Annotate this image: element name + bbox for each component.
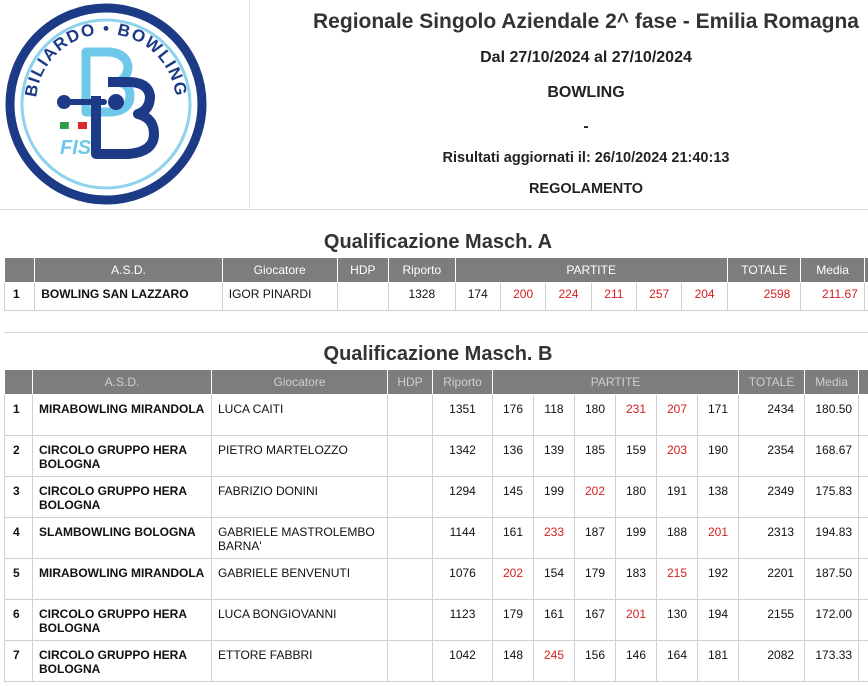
extra-cell [859, 641, 868, 682]
game-score-cell: 245 [534, 641, 575, 682]
average-cell: 172.00 [805, 600, 859, 641]
game-score-cell: 130 [657, 600, 698, 641]
game-score-cell: 224 [546, 283, 591, 311]
average-cell: 168.67 [805, 436, 859, 477]
hdp-cell [388, 600, 433, 641]
asd-cell: CIRCOLO GRUPPO HERA BOLOGNA [33, 641, 212, 682]
position-cell: 5 [5, 559, 33, 600]
average-cell: 175.83 [805, 477, 859, 518]
average-cell: 173.33 [805, 641, 859, 682]
asd-cell: BOWLING SAN LAZZARO [35, 283, 223, 311]
game-score-cell: 174 [455, 283, 500, 311]
game-score-cell: 167 [575, 600, 616, 641]
player-cell: GABRIELE MASTROLEMBO BARNA' [212, 518, 388, 559]
total-cell: 2155 [739, 600, 805, 641]
asd-cell: MIRABOWLING MIRANDOLA [33, 395, 212, 436]
extra-cell [859, 600, 868, 641]
hdp-cell [388, 477, 433, 518]
col-extra [859, 370, 868, 395]
carry-cell: 1351 [433, 395, 493, 436]
section-qualification-a [4, 221, 868, 311]
game-score-cell: 199 [534, 477, 575, 518]
asd-cell: SLAMBOWLING BOLOGNA [33, 518, 212, 559]
asd-cell: CIRCOLO GRUPPO HERA BOLOGNA [33, 477, 212, 518]
extra-cell [859, 395, 868, 436]
col-total: TOTALE [727, 258, 801, 283]
position-cell: 6 [5, 600, 33, 641]
game-score-cell: 180 [616, 477, 657, 518]
player-cell: LUCA CAITI [212, 395, 388, 436]
table-row [5, 518, 868, 559]
game-score-cell: 156 [575, 641, 616, 682]
player-cell: LUCA BONGIOVANNI [212, 600, 388, 641]
table-header-row [5, 370, 868, 395]
total-cell: 2354 [739, 436, 805, 477]
game-score-cell: 199 [616, 518, 657, 559]
extra-cell [859, 436, 868, 477]
player-cell: ETTORE FABBRI [212, 641, 388, 682]
game-score-cell: 145 [493, 477, 534, 518]
game-score-cell: 136 [493, 436, 534, 477]
carry-cell: 1042 [433, 641, 493, 682]
section-title: Qualificazione Masch. A [323, 231, 553, 253]
game-score-cell: 194 [698, 600, 739, 641]
extra-cell [859, 518, 868, 559]
position-cell: 2 [5, 436, 33, 477]
game-score-cell: 183 [616, 559, 657, 600]
table-row [5, 283, 868, 311]
subtitle-dash: - [583, 118, 589, 135]
player-cell: GABRIELE BENVENUTI [212, 559, 388, 600]
position-cell: 3 [5, 477, 33, 518]
average-cell: 180.50 [805, 395, 859, 436]
hdp-cell [388, 436, 433, 477]
game-score-cell: 161 [493, 518, 534, 559]
col-carry: Riporto [389, 258, 456, 283]
table-row [5, 436, 868, 477]
total-cell: 2201 [739, 559, 805, 600]
asd-cell: CIRCOLO GRUPPO HERA BOLOGNA [33, 600, 212, 641]
position-cell: 1 [5, 283, 35, 311]
game-score-cell: 179 [575, 559, 616, 600]
col-carry: Riporto [433, 370, 493, 395]
game-score-cell: 233 [534, 518, 575, 559]
col-asd: A.S.D. [33, 370, 212, 395]
total-cell: 2313 [739, 518, 805, 559]
average-cell: 211.67 [801, 283, 865, 311]
table-row [5, 641, 868, 682]
hdp-cell [388, 641, 433, 682]
game-score-cell: 231 [616, 395, 657, 436]
page-header [0, 0, 868, 210]
total-cell: 2598 [727, 283, 801, 311]
game-score-cell: 176 [493, 395, 534, 436]
game-score-cell: 171 [698, 395, 739, 436]
svg-text:BILIARDO • BOWLING: BILIARDO • BOWLING [21, 18, 191, 99]
position-cell: 7 [5, 641, 33, 682]
asd-cell: MIRABOWLING MIRANDOLA [33, 559, 212, 600]
game-score-cell: 207 [657, 395, 698, 436]
col-position [5, 258, 35, 283]
col-extra [864, 258, 868, 283]
rules-link[interactable]: REGOLAMENTO [528, 181, 644, 197]
table-header-row [5, 258, 868, 283]
sport-label: BOWLING [547, 84, 625, 101]
game-score-cell: 204 [682, 283, 727, 311]
table-row [5, 477, 868, 518]
game-score-cell: 187 [575, 518, 616, 559]
section-qualification-b [4, 332, 868, 682]
col-player: Giocatore [212, 370, 388, 395]
hdp-cell [388, 518, 433, 559]
game-score-cell: 201 [616, 600, 657, 641]
total-cell: 2349 [739, 477, 805, 518]
extra-cell [864, 283, 868, 311]
col-games: PARTITE [493, 370, 739, 395]
average-cell: 194.83 [805, 518, 859, 559]
table-row [5, 559, 868, 600]
col-games: PARTITE [455, 258, 727, 283]
last-updated: Risultati aggiornati il: 26/10/2024 21:40:13 [442, 150, 730, 166]
carry-cell: 1342 [433, 436, 493, 477]
carry-cell: 1123 [433, 600, 493, 641]
game-score-cell: 202 [575, 477, 616, 518]
col-total: TOTALE [739, 370, 805, 395]
col-player: Giocatore [222, 258, 337, 283]
game-score-cell: 215 [657, 559, 698, 600]
extra-cell [859, 559, 868, 600]
col-asd: A.S.D. [35, 258, 223, 283]
hdp-cell [337, 283, 388, 311]
carry-cell: 1294 [433, 477, 493, 518]
col-avg: Media [801, 258, 865, 283]
hdp-cell [388, 395, 433, 436]
game-score-cell: 201 [698, 518, 739, 559]
game-score-cell: 179 [493, 600, 534, 641]
game-score-cell: 211 [591, 283, 636, 311]
game-score-cell: 138 [698, 477, 739, 518]
col-position [5, 370, 33, 395]
col-avg: Media [805, 370, 859, 395]
game-score-cell: 185 [575, 436, 616, 477]
position-cell: 4 [5, 518, 33, 559]
fis-biliardo-bowling-logo [4, 2, 208, 206]
game-score-cell: 180 [575, 395, 616, 436]
col-hdp: HDP [337, 258, 388, 283]
asd-cell: CIRCOLO GRUPPO HERA BOLOGNA [33, 436, 212, 477]
game-score-cell: 200 [500, 283, 545, 311]
game-score-cell: 181 [698, 641, 739, 682]
game-score-cell: 203 [657, 436, 698, 477]
game-score-cell: 161 [534, 600, 575, 641]
game-score-cell: 188 [657, 518, 698, 559]
total-cell: 2434 [739, 395, 805, 436]
total-cell: 2082 [739, 641, 805, 682]
extra-cell [859, 477, 868, 518]
carry-cell: 1328 [389, 283, 456, 311]
game-score-cell: 154 [534, 559, 575, 600]
game-score-cell: 191 [657, 477, 698, 518]
results-table-b [4, 369, 868, 682]
position-cell: 1 [5, 395, 33, 436]
table-row [5, 600, 868, 641]
svg-text:FIS: FIS [60, 137, 92, 159]
player-cell: IGOR PINARDI [222, 283, 337, 311]
game-score-cell: 148 [493, 641, 534, 682]
section-title: Qualificazione Masch. B [323, 343, 553, 365]
carry-cell: 1076 [433, 559, 493, 600]
table-row [5, 395, 868, 436]
player-cell: FABRIZIO DONINI [212, 477, 388, 518]
game-score-cell: 190 [698, 436, 739, 477]
game-score-cell: 192 [698, 559, 739, 600]
hdp-cell [388, 559, 433, 600]
game-score-cell: 164 [657, 641, 698, 682]
game-score-cell: 202 [493, 559, 534, 600]
game-score-cell: 159 [616, 436, 657, 477]
game-score-cell: 257 [637, 283, 682, 311]
game-score-cell: 118 [534, 395, 575, 436]
page-title: Regionale Singolo Aziendale 2^ fase - Emilia Romagna [313, 10, 859, 33]
game-score-cell: 139 [534, 436, 575, 477]
average-cell: 187.50 [805, 559, 859, 600]
event-dates: Dal 27/10/2024 al 27/10/2024 [480, 49, 692, 66]
col-hdp: HDP [388, 370, 433, 395]
logo-cell [0, 0, 250, 208]
player-cell: PIETRO MARTELOZZO [212, 436, 388, 477]
game-score-cell: 146 [616, 641, 657, 682]
carry-cell: 1144 [433, 518, 493, 559]
results-table-a [4, 257, 868, 311]
